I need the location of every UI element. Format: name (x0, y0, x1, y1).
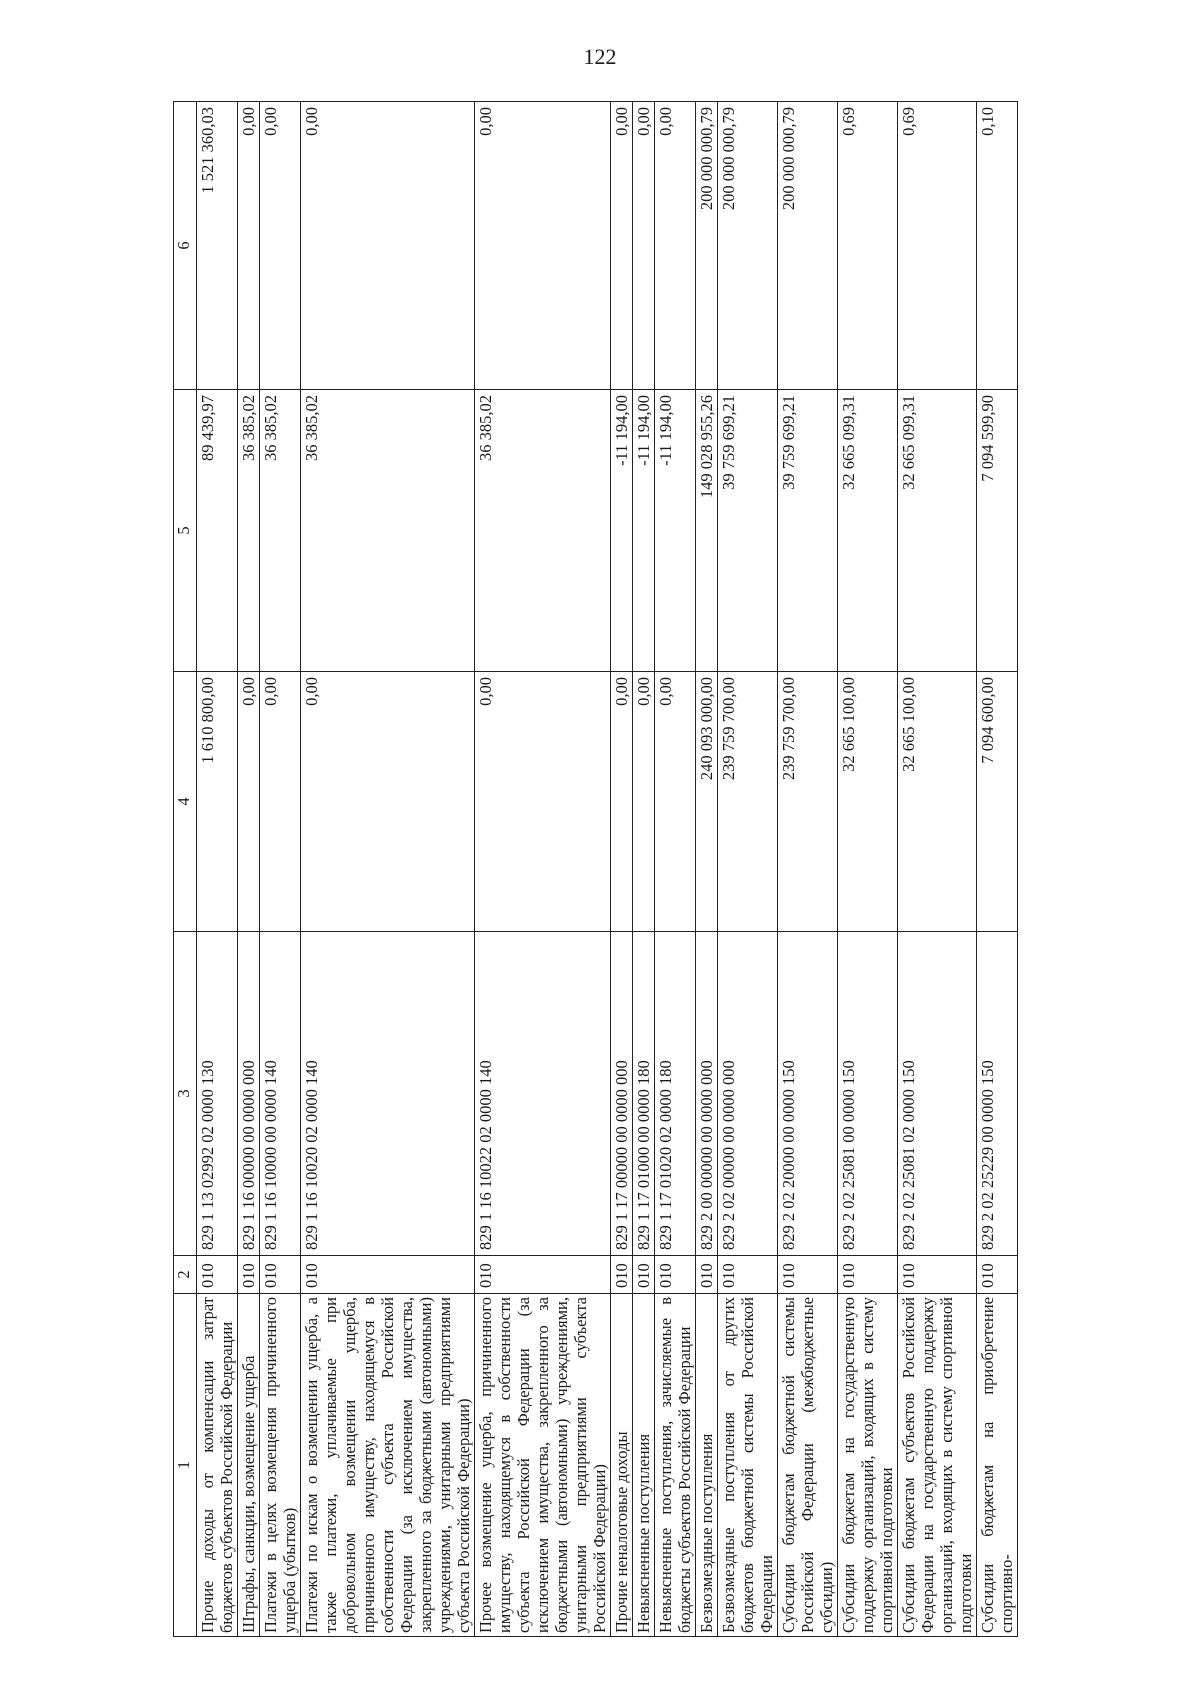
row-executed-amount: 7 094 599,90 (977, 390, 1018, 672)
row-outside-amount: 0,00 (633, 102, 655, 390)
row-outside-amount: 200 000 000,79 (696, 102, 718, 390)
row-approved-amount: 1 610 800,00 (197, 672, 238, 932)
row-line-code: 010 (838, 1256, 898, 1294)
header-col-1: 1 (174, 1294, 197, 1637)
header-col-2: 2 (174, 1256, 197, 1294)
page-number: 122 (583, 44, 617, 69)
row-line-code: 010 (238, 1256, 260, 1294)
table-row (475, 102, 611, 1637)
row-budget-code: 829 2 02 25229 00 0000 150 (977, 932, 1018, 1256)
budget-revenue-table (173, 101, 1018, 1637)
row-name: Платежи в целях возмещения причиненного ущерба (убытков) (260, 1294, 301, 1637)
table-row (778, 102, 838, 1637)
row-approved-amount: 0,00 (238, 672, 260, 932)
row-executed-amount: -11 194,00 (633, 390, 655, 672)
row-name: Безвозмездные поступления от других бюджетов бюджетной системы Российской Федерации (718, 1294, 778, 1637)
row-budget-code: 829 1 16 00000 00 0000 000 (238, 932, 260, 1256)
row-executed-amount: 36 385,02 (238, 390, 260, 672)
row-outside-amount: 0,69 (898, 102, 977, 390)
row-executed-amount: 36 385,02 (260, 390, 301, 672)
row-executed-amount: 89 439,97 (197, 390, 238, 672)
row-budget-code: 829 1 13 02992 02 0000 130 (197, 932, 238, 1256)
table-row (977, 102, 1018, 1637)
row-budget-code: 829 1 17 01020 02 0000 180 (655, 932, 696, 1256)
row-outside-amount: 200 000 000,79 (778, 102, 838, 390)
row-budget-code: 829 1 16 10022 02 0000 140 (475, 932, 611, 1256)
row-outside-amount: 0,00 (611, 102, 633, 390)
row-executed-amount: -11 194,00 (611, 390, 633, 672)
row-name: Прочие неналоговые доходы (611, 1294, 633, 1637)
row-approved-amount: 0,00 (475, 672, 611, 932)
header-col-5: 5 (174, 390, 197, 672)
row-outside-amount: 0,00 (301, 102, 475, 390)
table-row (655, 102, 696, 1637)
row-line-code: 010 (633, 1256, 655, 1294)
row-name: Прочие доходы от компенсации затрат бюджетов субъектов Российской Федерации (197, 1294, 238, 1637)
row-line-code: 010 (475, 1256, 611, 1294)
row-name: Субсидии бюджетам на приобретение спортивно- (977, 1294, 1018, 1637)
row-line-code: 010 (977, 1256, 1018, 1294)
header-col-3: 3 (174, 932, 197, 1256)
row-outside-amount: 0,00 (655, 102, 696, 390)
row-budget-code: 829 2 02 25081 02 0000 150 (898, 932, 977, 1256)
row-approved-amount: 32 665 100,00 (898, 672, 977, 932)
row-outside-amount: 1 521 360,03 (197, 102, 238, 390)
row-line-code: 010 (718, 1256, 778, 1294)
row-budget-code: 829 1 17 00000 00 0000 000 (611, 932, 633, 1256)
row-name: Прочее возмещение ущерба, причиненного имуществу, находящемуся в собственности субъекта Российской Федерации (за исключением имущества, закрепленного за бюджетными (автономными) учреждениями, унитарными предприятиями субъекта Российской Федерации) (475, 1294, 611, 1637)
header-col-4: 4 (174, 672, 197, 932)
row-name: Невыясненные поступления, зачисляемые в бюджеты субъектов Российской Федерации (655, 1294, 696, 1637)
row-executed-amount: 32 665 099,31 (898, 390, 977, 672)
row-line-code: 010 (301, 1256, 475, 1294)
row-approved-amount: 0,00 (301, 672, 475, 932)
row-budget-code: 829 1 16 10020 02 0000 140 (301, 932, 475, 1256)
row-line-code: 010 (197, 1256, 238, 1294)
row-outside-amount: 0,69 (838, 102, 898, 390)
row-approved-amount: 0,00 (611, 672, 633, 932)
row-line-code: 010 (655, 1256, 696, 1294)
row-executed-amount: 39 759 699,21 (718, 390, 778, 672)
row-approved-amount: 0,00 (260, 672, 301, 932)
rotated-table-wrapper (173, 102, 1136, 1637)
row-executed-amount: 39 759 699,21 (778, 390, 838, 672)
table-header-row (174, 102, 197, 1637)
table-row (611, 102, 633, 1637)
row-budget-code: 829 2 00 00000 00 0000 000 (696, 932, 718, 1256)
row-line-code: 010 (260, 1256, 301, 1294)
row-budget-code: 829 2 02 25081 00 0000 150 (838, 932, 898, 1256)
row-name: Безвозмездные поступления (696, 1294, 718, 1637)
row-approved-amount: 0,00 (633, 672, 655, 932)
row-budget-code: 829 2 02 00000 00 0000 000 (718, 932, 778, 1256)
table-row (260, 102, 301, 1637)
row-outside-amount: 0,10 (977, 102, 1018, 390)
row-outside-amount: 0,00 (238, 102, 260, 390)
table-row (197, 102, 238, 1637)
row-line-code: 010 (696, 1256, 718, 1294)
row-approved-amount: 239 759 700,00 (718, 672, 778, 932)
row-name: Штрафы, санкции, возмещение ущерба (238, 1294, 260, 1637)
table-row (238, 102, 260, 1637)
row-executed-amount: 36 385,02 (475, 390, 611, 672)
row-outside-amount: 200 000 000,79 (718, 102, 778, 390)
row-outside-amount: 0,00 (475, 102, 611, 390)
table-row (633, 102, 655, 1637)
row-name: Субсидии бюджетам на государственную поддержку организаций, входящих в систему спортивной подготовки (838, 1294, 898, 1637)
row-outside-amount: 0,00 (260, 102, 301, 390)
row-approved-amount: 32 665 100,00 (838, 672, 898, 932)
row-line-code: 010 (778, 1256, 838, 1294)
row-executed-amount: -11 194,00 (655, 390, 696, 672)
row-line-code: 010 (898, 1256, 977, 1294)
row-name: Субсидии бюджетам субъектов Российской Федерации на государственную поддержку организаций, входящих в систему спортивной подготовки (898, 1294, 977, 1637)
row-executed-amount: 36 385,02 (301, 390, 475, 672)
row-name: Субсидии бюджетам бюджетной системы Российской Федерации (межбюджетные субсидии) (778, 1294, 838, 1637)
table-row (696, 102, 718, 1637)
row-budget-code: 829 2 02 20000 00 0000 150 (778, 932, 838, 1256)
row-budget-code: 829 1 16 10000 00 0000 140 (260, 932, 301, 1256)
row-approved-amount: 240 093 000,00 (696, 672, 718, 932)
table-row (301, 102, 475, 1637)
table-row (718, 102, 778, 1637)
table-row (838, 102, 898, 1637)
row-line-code: 010 (611, 1256, 633, 1294)
row-name: Платежи по искам о возмещении ущерба, а также платежи, уплачиваемые при добровольном возмещении ущерба, причиненного имуществу, находящемуся в собственности субъекта Российской Федерации (за исключением имущества, закрепленного за бюджетными (автономными) учреждениями, унитарными предприятиями субъекта Российской Федерации) (301, 1294, 475, 1637)
row-approved-amount: 7 094 600,00 (977, 672, 1018, 932)
row-executed-amount: 149 028 955,26 (696, 390, 718, 672)
row-approved-amount: 0,00 (655, 672, 696, 932)
table-row (898, 102, 977, 1637)
row-budget-code: 829 1 17 01000 00 0000 180 (633, 932, 655, 1256)
row-approved-amount: 239 759 700,00 (778, 672, 838, 932)
row-executed-amount: 32 665 099,31 (838, 390, 898, 672)
header-col-6: 6 (174, 102, 197, 390)
row-name: Невыясненные поступления (633, 1294, 655, 1637)
